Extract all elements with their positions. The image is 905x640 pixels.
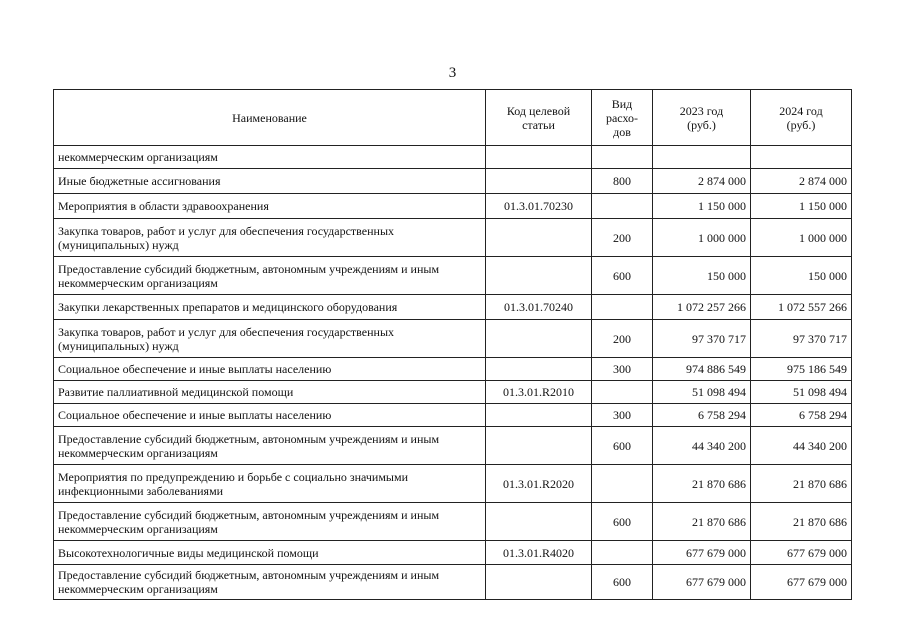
table-row	[54, 194, 852, 219]
row-type: 600	[592, 427, 653, 465]
row-name: Предоставление субсидий бюджетным, автономным учреждениям и иным некоммерческим организациям	[54, 427, 486, 465]
row-type: 600	[592, 503, 653, 541]
row-2023: 677 679 000	[653, 565, 751, 600]
row-2023: 21 870 686	[653, 465, 751, 503]
row-type	[592, 465, 653, 503]
budget-table	[53, 89, 852, 600]
row-2024: 21 870 686	[751, 503, 852, 541]
row-code: 01.3.01.70230	[486, 194, 592, 219]
row-code	[486, 427, 592, 465]
table-row	[54, 320, 852, 358]
row-name: некоммерческим организациям	[54, 146, 486, 169]
header-2023	[653, 90, 751, 146]
table-row	[54, 541, 852, 565]
row-type: 300	[592, 404, 653, 427]
row-code: 01.3.01.R2020	[486, 465, 592, 503]
table-row	[54, 295, 852, 320]
row-2024: 21 870 686	[751, 465, 852, 503]
row-code	[486, 358, 592, 381]
row-code	[486, 219, 592, 257]
row-type: 300	[592, 358, 653, 381]
row-code	[486, 503, 592, 541]
row-2024: 6 758 294	[751, 404, 852, 427]
row-type: 200	[592, 219, 653, 257]
header-type	[592, 90, 653, 146]
row-code: 01.3.01.R4020	[486, 541, 592, 565]
table-row	[54, 257, 852, 295]
row-2023: 974 886 549	[653, 358, 751, 381]
row-type	[592, 295, 653, 320]
row-2024: 150 000	[751, 257, 852, 295]
row-2023: 21 870 686	[653, 503, 751, 541]
row-name: Социальное обеспечение и иные выплаты населению	[54, 358, 486, 381]
row-type	[592, 194, 653, 219]
table-row	[54, 427, 852, 465]
row-type: 200	[592, 320, 653, 358]
row-2023: 1 150 000	[653, 194, 751, 219]
row-type	[592, 541, 653, 565]
row-2024: 975 186 549	[751, 358, 852, 381]
header-type-text: Вид расхо-дов	[605, 96, 639, 139]
table-row	[54, 146, 852, 169]
row-name: Предоставление субсидий бюджетным, автономным учреждениям и иным некоммерческим организациям	[54, 503, 486, 541]
row-name: Закупка товаров, работ и услуг для обеспечения государственных (муниципальных) нужд	[54, 320, 486, 358]
row-code	[486, 257, 592, 295]
header-code	[486, 90, 592, 146]
row-name: Иные бюджетные ассигнования	[54, 169, 486, 194]
table-row	[54, 503, 852, 541]
row-code	[486, 320, 592, 358]
row-type	[592, 146, 653, 169]
row-2024: 1 150 000	[751, 194, 852, 219]
row-2023: 97 370 717	[653, 320, 751, 358]
row-code	[486, 404, 592, 427]
row-name: Мероприятия по предупреждению и борьбе с социально значимыми инфекционными заболеваниями	[54, 465, 486, 503]
row-name: Предоставление субсидий бюджетным, автономным учреждениям и иным некоммерческим организациям	[54, 565, 486, 600]
row-2023: 51 098 494	[653, 381, 751, 404]
row-2023: 150 000	[653, 257, 751, 295]
row-2024: 1 072 557 266	[751, 295, 852, 320]
row-name: Предоставление субсидий бюджетным, автономным учреждениям и иным некоммерческим организациям	[54, 257, 486, 295]
table-row	[54, 465, 852, 503]
header-name: Наименование	[54, 90, 486, 146]
header-2024-text: 2024 год (руб.)	[779, 103, 823, 132]
row-2023: 1 072 257 266	[653, 295, 751, 320]
table-header-row	[54, 90, 852, 146]
row-2023: 1 000 000	[653, 219, 751, 257]
row-name: Социальное обеспечение и иные выплаты населению	[54, 404, 486, 427]
row-2024: 677 679 000	[751, 541, 852, 565]
row-code: 01.3.01.70240	[486, 295, 592, 320]
row-name: Мероприятия в области здравоохранения	[54, 194, 486, 219]
row-code	[486, 146, 592, 169]
row-2024: 677 679 000	[751, 565, 852, 600]
table-row	[54, 169, 852, 194]
row-2024: 1 000 000	[751, 219, 852, 257]
table-row	[54, 404, 852, 427]
row-2024: 97 370 717	[751, 320, 852, 358]
row-2024: 2 874 000	[751, 169, 852, 194]
row-name: Высокотехнологичные виды медицинской помощи	[54, 541, 486, 565]
row-code	[486, 169, 592, 194]
header-2024	[751, 90, 852, 146]
row-name: Развитие паллиативной медицинской помощи	[54, 381, 486, 404]
row-name: Закупки лекарственных препаратов и медицинского оборудования	[54, 295, 486, 320]
row-2023: 6 758 294	[653, 404, 751, 427]
row-2023: 677 679 000	[653, 541, 751, 565]
row-2023: 44 340 200	[653, 427, 751, 465]
table-row	[54, 358, 852, 381]
header-2023-text: 2023 год (руб.)	[679, 103, 724, 132]
row-2023	[653, 146, 751, 169]
row-2024: 51 098 494	[751, 381, 852, 404]
row-name: Закупка товаров, работ и услуг для обеспечения государственных (муниципальных) нужд	[54, 219, 486, 257]
row-2023: 2 874 000	[653, 169, 751, 194]
table-row	[54, 381, 852, 404]
row-type: 600	[592, 565, 653, 600]
row-type	[592, 381, 653, 404]
table-row	[54, 565, 852, 600]
row-2024: 44 340 200	[751, 427, 852, 465]
row-type: 800	[592, 169, 653, 194]
header-code-text: Код целевой статьи	[506, 103, 571, 132]
table-row	[54, 219, 852, 257]
row-code: 01.3.01.R2010	[486, 381, 592, 404]
row-type: 600	[592, 257, 653, 295]
row-2024	[751, 146, 852, 169]
page-number: 3	[448, 65, 457, 81]
row-code	[486, 565, 592, 600]
